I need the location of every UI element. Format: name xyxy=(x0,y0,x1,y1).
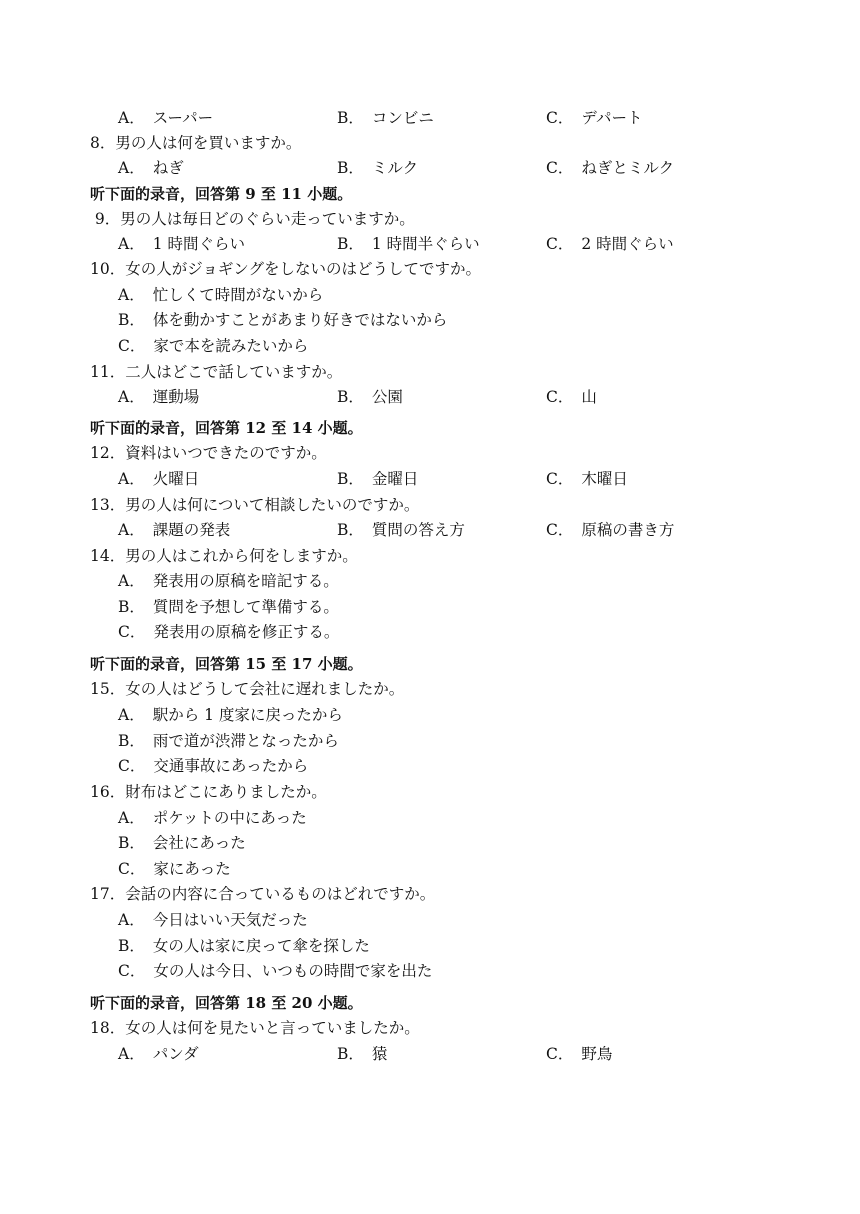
option-text: 発表用の原稿を暗記する。 xyxy=(152,572,339,590)
option-letter: B． xyxy=(118,311,145,329)
option-letter: B． xyxy=(337,1045,364,1063)
option-letter: A． xyxy=(118,388,145,406)
option-letter: B． xyxy=(337,521,364,539)
answer-option-line xyxy=(0,702,860,728)
option-letter: C． xyxy=(546,388,574,406)
option-text: ねぎ xyxy=(152,159,184,177)
option-text: 質問の答え方 xyxy=(371,521,465,539)
answer-option-line xyxy=(0,830,860,856)
answer-option xyxy=(118,231,245,257)
question-line xyxy=(0,206,860,232)
answer-option-line xyxy=(0,619,860,645)
option-text: 金曜日 xyxy=(371,470,419,488)
option-letter: A． xyxy=(118,1045,145,1063)
section-heading xyxy=(0,181,860,207)
answer-option xyxy=(546,105,642,131)
option-letter: C． xyxy=(118,962,146,980)
option-text: 交通事故にあったから xyxy=(153,757,309,775)
option-text: 発表用の原稿を修正する。 xyxy=(153,623,340,641)
answer-option xyxy=(118,333,308,359)
option-letter: A． xyxy=(118,521,145,539)
option-text: デパート xyxy=(581,109,643,127)
section-heading-text: 听下面的录音，回答第 15 至 17 小题。 xyxy=(90,655,363,673)
answer-option xyxy=(546,155,674,181)
option-text: 原稿の書き方 xyxy=(581,521,675,539)
section-heading xyxy=(0,651,860,677)
answer-option-line xyxy=(0,728,860,754)
answer-option xyxy=(546,231,674,257)
answer-option-line xyxy=(0,333,860,359)
option-letter: C． xyxy=(118,757,146,775)
option-letter: A． xyxy=(118,235,145,253)
answer-option xyxy=(337,231,480,257)
answer-option-line xyxy=(0,307,860,333)
section-heading-text: 听下面的录音，回答第 18 至 20 小题。 xyxy=(90,994,363,1012)
answer-option xyxy=(118,805,307,831)
answer-option xyxy=(118,466,199,492)
answer-option xyxy=(118,568,339,594)
option-letter: C． xyxy=(546,159,574,177)
option-text: 家にあった xyxy=(153,860,231,878)
option-text: コンビニ xyxy=(371,109,434,127)
section-heading xyxy=(0,990,860,1016)
answer-option xyxy=(337,466,418,492)
answer-option xyxy=(337,384,403,410)
option-text: 体を動かすことがあまり好きではないから xyxy=(152,311,448,329)
option-letter: C． xyxy=(546,109,574,127)
option-text: 駅から 1 度家に戻ったから xyxy=(152,706,343,724)
option-letter: A． xyxy=(118,286,145,304)
option-text: 木曜日 xyxy=(581,470,628,488)
option-letter: C． xyxy=(546,1045,574,1063)
question-line xyxy=(0,359,860,385)
answer-option xyxy=(118,907,308,933)
option-text: 会社にあった xyxy=(152,834,246,852)
answer-option-line xyxy=(0,594,860,620)
section-heading xyxy=(0,415,860,441)
option-text: 野鳥 xyxy=(581,1045,613,1063)
option-letter: B． xyxy=(118,937,145,955)
answer-option xyxy=(118,958,432,984)
answer-option xyxy=(118,856,231,882)
answer-option xyxy=(546,517,674,543)
option-letter: B． xyxy=(337,388,364,406)
answer-option xyxy=(118,155,184,181)
question-text: 14．男の人はこれから何をしますか。 xyxy=(90,547,358,565)
answer-option xyxy=(118,307,447,333)
answer-option xyxy=(118,933,370,959)
answer-option-line xyxy=(0,907,860,933)
answer-option xyxy=(337,1041,387,1067)
answer-option xyxy=(118,282,323,308)
answer-option xyxy=(337,517,465,543)
answer-option-line xyxy=(0,282,860,308)
option-letter: C． xyxy=(546,235,574,253)
option-text: ねぎとミルク xyxy=(581,159,675,177)
option-text: 雨で道が渋滞となったから xyxy=(152,732,339,750)
question-text: 12．資料はいつできたのですか。 xyxy=(90,444,327,462)
option-letter: C． xyxy=(546,470,574,488)
option-text: 質問を予想して準備する。 xyxy=(152,598,339,616)
option-letter: C． xyxy=(118,337,146,355)
question-text: 17．会話の内容に合っているものはどれですか。 xyxy=(90,885,436,903)
options-row xyxy=(0,231,860,257)
answer-option xyxy=(118,517,230,543)
option-text: 公園 xyxy=(371,388,403,406)
question-text: 11．二人はどこで話していますか。 xyxy=(90,363,343,381)
option-text: 女の人は今日、いつもの時間で家を出た xyxy=(153,962,433,980)
section-heading-text: 听下面的录音，回答第 9 至 11 小题。 xyxy=(90,185,353,203)
question-line xyxy=(0,543,860,569)
question-text: 18．女の人は何を見たいと言っていましたか。 xyxy=(90,1019,420,1037)
option-letter: A． xyxy=(118,809,145,827)
question-text: 9．男の人は毎日どのぐらい走っていますか。 xyxy=(90,210,415,228)
answer-option-line xyxy=(0,805,860,831)
answer-option-line xyxy=(0,753,860,779)
option-letter: B． xyxy=(118,732,145,750)
option-letter: A． xyxy=(118,911,145,929)
option-text: 2 時間ぐらい xyxy=(581,235,674,253)
option-text: 今日はいい天気だった xyxy=(152,911,308,929)
answer-option xyxy=(546,1041,612,1067)
question-text: 16．財布はどこにありましたか。 xyxy=(90,783,327,801)
question-text: 13．男の人は何について相談したいのですか。 xyxy=(90,496,420,514)
answer-option xyxy=(118,830,246,856)
question-line xyxy=(0,256,860,282)
options-row xyxy=(0,517,860,543)
answer-option xyxy=(118,384,199,410)
option-letter: B． xyxy=(337,235,364,253)
option-letter: C． xyxy=(118,623,146,641)
answer-option xyxy=(118,594,339,620)
option-letter: C． xyxy=(546,521,574,539)
option-text: パンダ xyxy=(152,1045,199,1063)
answer-option xyxy=(546,384,597,410)
question-line xyxy=(0,130,860,156)
question-line xyxy=(0,440,860,466)
question-line xyxy=(0,779,860,805)
answer-option xyxy=(118,105,213,131)
option-letter: A． xyxy=(118,706,145,724)
answer-option-line xyxy=(0,958,860,984)
answer-option xyxy=(337,155,418,181)
option-text: 火曜日 xyxy=(152,470,200,488)
question-line xyxy=(0,676,860,702)
option-letter: B． xyxy=(337,109,364,127)
answer-option-line xyxy=(0,933,860,959)
option-text: スーパー xyxy=(152,109,214,127)
question-line xyxy=(0,1015,860,1041)
option-text: 猿 xyxy=(371,1045,388,1063)
section-heading-text: 听下面的录音，回答第 12 至 14 小题。 xyxy=(90,419,363,437)
options-row xyxy=(0,1041,860,1067)
option-text: 運動場 xyxy=(152,388,200,406)
answer-option xyxy=(337,105,434,131)
option-letter: C． xyxy=(118,860,146,878)
answer-option xyxy=(118,619,339,645)
option-text: 1 時間ぐらい xyxy=(152,235,245,253)
answer-option xyxy=(118,1041,199,1067)
option-text: 課題の発表 xyxy=(152,521,231,539)
answer-option-line xyxy=(0,568,860,594)
options-row xyxy=(0,105,860,131)
option-text: ポケットの中にあった xyxy=(152,809,307,827)
options-row xyxy=(0,466,860,492)
question-text: 15．女の人はどうして会社に遅れましたか。 xyxy=(90,680,405,698)
answer-option xyxy=(118,728,339,754)
option-text: 家で本を読みたいから xyxy=(153,337,309,355)
question-text: 8．男の人は何を買いますか。 xyxy=(90,134,302,152)
options-row xyxy=(0,384,860,410)
option-letter: A． xyxy=(118,572,145,590)
answer-option xyxy=(546,466,628,492)
option-letter: A． xyxy=(118,159,145,177)
options-row xyxy=(0,155,860,181)
option-letter: A． xyxy=(118,109,145,127)
option-letter: B． xyxy=(337,470,364,488)
option-text: 1 時間半ぐらい xyxy=(371,235,480,253)
option-letter: A． xyxy=(118,470,145,488)
answer-option-line xyxy=(0,856,860,882)
answer-option xyxy=(118,702,343,728)
question-text: 10．女の人がジョギングをしないのはどうしてですか。 xyxy=(90,260,481,278)
question-line xyxy=(0,492,860,518)
option-text: ミルク xyxy=(371,159,419,177)
option-letter: B． xyxy=(337,159,364,177)
option-letter: B． xyxy=(118,834,145,852)
option-text: 山 xyxy=(581,388,597,406)
option-text: 忙しくて時間がないから xyxy=(152,286,324,304)
option-letter: B． xyxy=(118,598,145,616)
question-line xyxy=(0,881,860,907)
answer-option xyxy=(118,753,308,779)
option-text: 女の人は家に戻って傘を探した xyxy=(152,937,370,955)
